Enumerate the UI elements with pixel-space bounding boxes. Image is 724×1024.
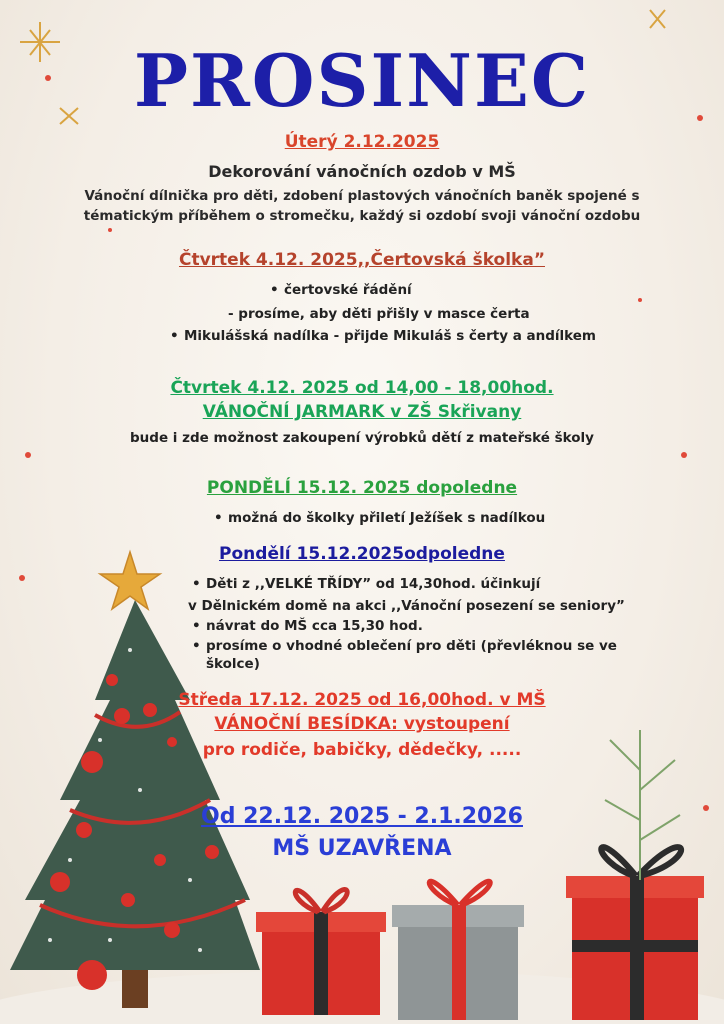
event3-heading: VÁNOČNÍ JARMARK v ZŠ Skřivany <box>202 402 522 422</box>
event5-item: • návrat do MŠ cca 15,30 hod. <box>192 618 423 634</box>
event4-date: PONDĚLÍ 15.12. 2025 dopoledne <box>206 478 518 498</box>
event2-item: • Mikulášská nadílka - přijde Mikuláš s čerty a andílkem <box>170 328 596 344</box>
event2-date: Čtvrtek 4.12. 2025,,Čertovská školka” <box>178 250 545 270</box>
event3-text: bude i zde možnost zakoupení výrobků dětí z mateřské školy <box>130 430 594 446</box>
event4-item: • možná do školky přiletí Ježíšek s nadílkou <box>214 510 546 526</box>
event6-date: Středa 17.12. 2025 od 16,00hod. v MŠ <box>178 690 546 710</box>
event3-date: Čtvrtek 4.12. 2025 od 14,00 - 18,00hod. <box>170 378 554 398</box>
event5-item: • prosíme o vhodné oblečení pro děti (převléknou se ve <box>192 638 617 654</box>
event6-text: pro rodiče, babičky, dědečky, ..... <box>202 740 522 760</box>
closure-date: Od 22.12. 2025 - 2.1.2026 <box>201 804 523 829</box>
event5-item: školce) <box>206 656 260 672</box>
page-title: PROSINEC <box>133 38 591 123</box>
event1-text: Vánoční dílnička pro děti, zdobení plastových vánočních baněk spojené s tématickým příběhem o stromečku, každý si ozdobí svoji vánoční ozdobu <box>83 188 641 224</box>
event5-item: v Dělnickém domě na akci ,,Vánoční posezení se seniory” <box>188 598 625 614</box>
event1-date: Úterý 2.12.2025 <box>284 132 440 152</box>
event2-item: • čertovské řádění <box>270 282 412 298</box>
event1-heading: Dekorování vánočních ozdob v MŠ <box>208 162 516 181</box>
event5-date: Pondělí 15.12.2025odpoledne <box>219 544 505 564</box>
closure-text: MŠ UZAVŘENA <box>272 836 452 861</box>
event6-heading: VÁNOČNÍ BESÍDKA: vystoupení <box>214 714 510 734</box>
event2-item: - prosíme, aby děti přišly v masce čerta <box>228 306 530 322</box>
event5-item: • Děti z ,,VELKÉ TŘÍDY” od 14,30hod. účinkují <box>192 576 541 592</box>
